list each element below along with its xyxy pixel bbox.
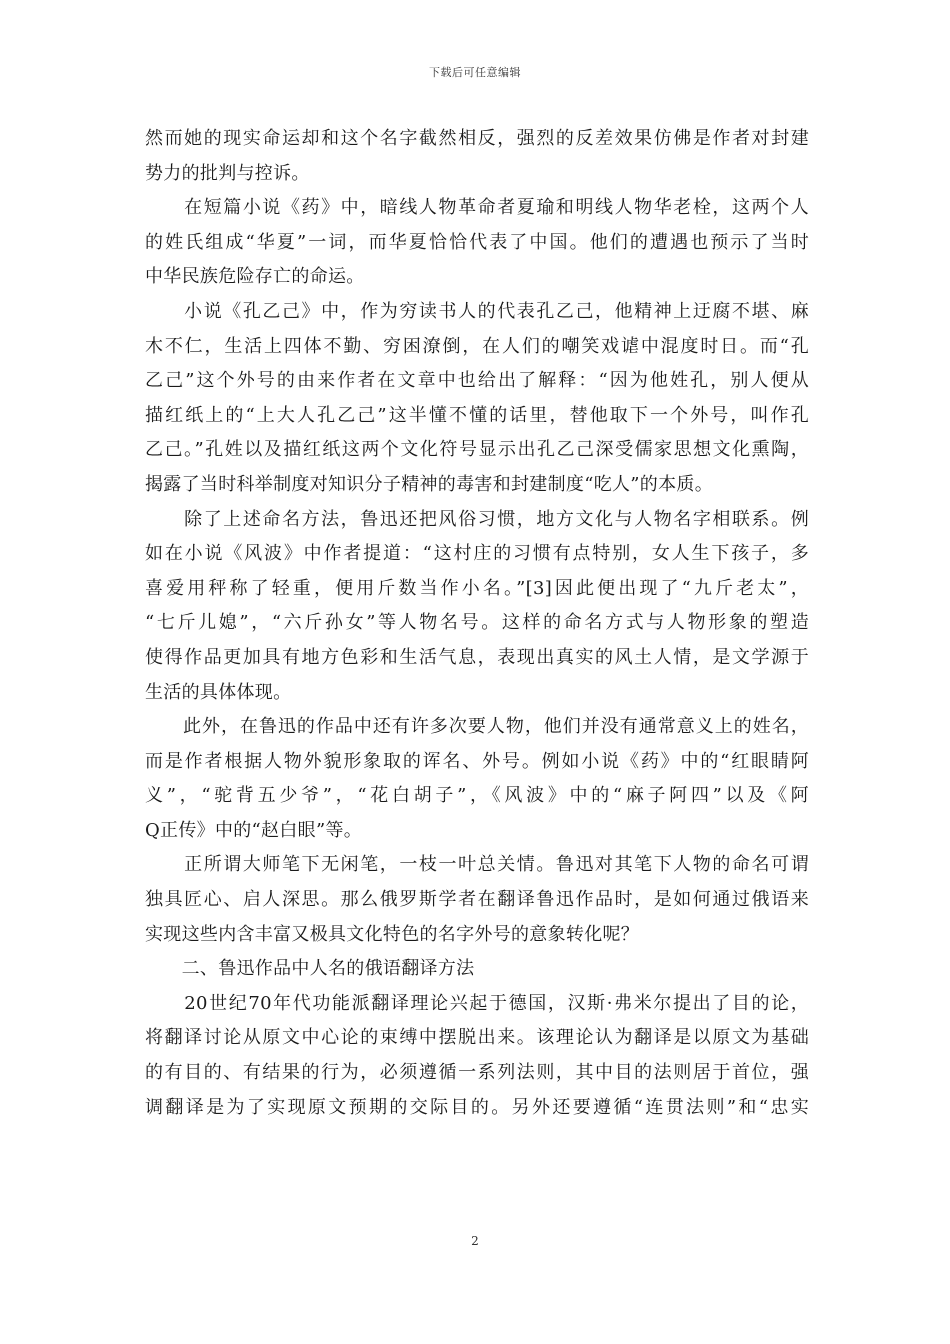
text-line: 中华民族危险存亡的命运。	[145, 266, 365, 288]
text-line: 的姓氏组成“华夏”一词，而华夏恰恰代表了中国。他们的遭遇也预示了当时	[145, 231, 809, 253]
text-line: 势力的批判与控诉。	[145, 162, 310, 184]
text-line: 然而她的现实命运却和这个名字截然相反，强烈的反差效果仿佛是作者对封建	[145, 128, 809, 149]
text-line: 20世纪70年代功能派翻译理论兴起于德国，汉斯·弗米尔提出了目的论，	[145, 992, 809, 1014]
text-line: 生活的具体体现。	[145, 681, 292, 703]
text-line: 义”，“驼背五少爷”，“花白胡子”，《风波》中的“麻子阿四”以及《阿	[145, 785, 809, 807]
text-line: 而是作者根据人物外貌形象取的诨名、外号。例如小说《药》中的“红眼睛阿	[145, 750, 809, 772]
page-header: 下载后可任意编辑	[429, 66, 521, 79]
text-line: 喜爱用秤称了轻重，便用斤数当作小名。”[3]因此便出现了“九斤老太”，	[145, 577, 809, 599]
text-line: “七斤儿媳”，“六斤孙女”等人物名号。这样的命名方式与人物形象的塑造	[145, 612, 809, 634]
text-line: 正所谓大师笔下无闲笔，一枝一叶总关情。鲁迅对其笔下人物的命名可谓	[145, 854, 809, 876]
text-line: 乙己。”孔姓以及描红纸这两个文化符号显示出孔乙己深受儒家思想文化熏陶，	[145, 439, 809, 461]
text-line: 揭露了当时科举制度对知识分子精神的毒害和封建制度“吃人”的本质。	[145, 473, 714, 495]
text-line: 的有目的、有结果的行为，必须遵循一系列法则，其中目的法则居于首位，强	[145, 1062, 809, 1084]
page-number: 2	[471, 1234, 479, 1248]
text-line: 将翻译讨论从原文中心论的束缚中摆脱出来。该理论认为翻译是以原文为基础	[145, 1027, 809, 1049]
section-heading: 二、鲁迅作品中人名的俄语翻译方法	[145, 958, 475, 980]
text-line: 如在小说《风波》中作者提道：“这村庄的习惯有点特别，女人生下孩子，多	[145, 543, 809, 565]
text-line: 乙己”这个外号的由来作者在文章中也给出了解释：“因为他姓孔，别人便从	[145, 370, 809, 392]
text-line: 小说《孔乙己》中，作为穷读书人的代表孔乙己，他精神上迂腐不堪、麻	[145, 300, 809, 322]
text-line: 描红纸上的“上大人孔乙己”这半懂不懂的话里，替他取下一个外号，叫作孔	[145, 404, 809, 426]
text-line: 调翻译是为了实现原文预期的交际目的。另外还要遵循“连贯法则”和“忠实	[145, 1096, 809, 1118]
text-line: 使得作品更加具有地方色彩和生活气息，表现出真实的风土人情，是文学源于	[145, 646, 809, 668]
text-line: 木不仁，生活上四体不勤、穷困潦倒，在人们的嘲笑戏谑中混度时日。而“孔	[145, 335, 809, 357]
text-line: 此外，在鲁迅的作品中还有许多次要人物，他们并没有通常意义上的姓名，	[145, 716, 809, 738]
text-line: 实现这些内含丰富又极具文化特色的名字外号的意象转化呢？	[145, 923, 640, 945]
text-line: 在短篇小说《药》中，暗线人物革命者夏瑜和明线人物华老栓，这两个人	[145, 197, 809, 219]
text-line: 独具匠心、启人深思。那么俄罗斯学者在翻译鲁迅作品时，是如何通过俄语来	[145, 889, 809, 911]
text-line: 除了上述命名方法，鲁迅还把风俗习惯，地方文化与人物名字相联系。例	[145, 508, 809, 530]
text-line: Q正传》中的“赵白眼”等。	[145, 819, 363, 841]
document-body	[145, 122, 809, 1125]
